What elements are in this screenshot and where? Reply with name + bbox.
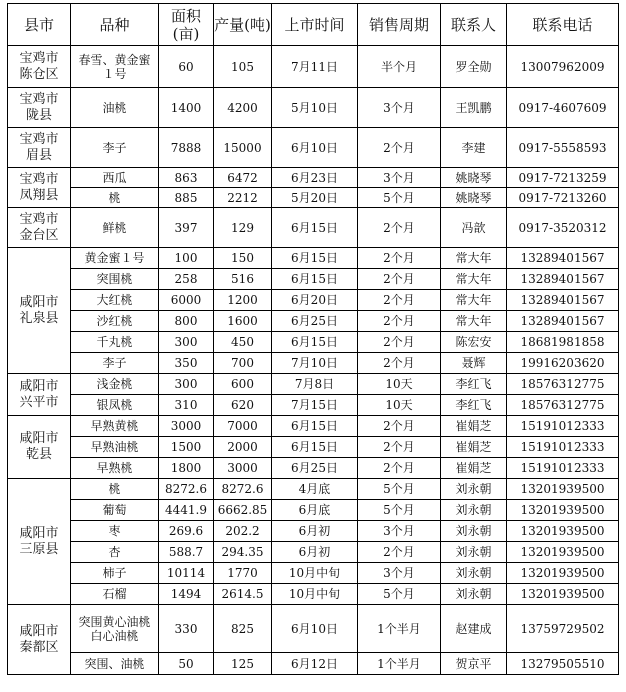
variety-cell: 千丸桃 xyxy=(71,332,159,353)
phone-cell: 13201939500 xyxy=(507,542,619,563)
area-cell: 6000 xyxy=(159,290,214,311)
contact-cell: 贺京平 xyxy=(441,653,507,675)
variety-cell: 石榴 xyxy=(71,584,159,605)
area-cell: 800 xyxy=(159,311,214,332)
header-phone: 联系电话 xyxy=(507,4,619,46)
yield-cell: 105 xyxy=(214,46,272,88)
sales-period-cell: 1个半月 xyxy=(358,653,441,675)
market-date-cell: 7月15日 xyxy=(272,395,358,416)
contact-cell: 姚晓琴 xyxy=(441,168,507,188)
county-cell: 咸阳市礼泉县 xyxy=(8,248,71,374)
yield-cell: 2212 xyxy=(214,188,272,208)
contact-cell: 崔娟芝 xyxy=(441,437,507,458)
market-date-cell: 6月23日 xyxy=(272,168,358,188)
variety-cell: 李子 xyxy=(71,128,159,168)
contact-cell: 刘永朝 xyxy=(441,563,507,584)
sales-period-cell: 1个半月 xyxy=(358,605,441,653)
sales-period-cell: 半个月 xyxy=(358,46,441,88)
area-cell: 50 xyxy=(159,653,214,675)
variety-cell: 突围桃 xyxy=(71,269,159,290)
contact-cell: 罗全勋 xyxy=(441,46,507,88)
variety-cell: 大红桃 xyxy=(71,290,159,311)
header-contact: 联系人 xyxy=(441,4,507,46)
phone-cell: 13279505510 xyxy=(507,653,619,675)
area-cell: 269.6 xyxy=(159,521,214,542)
area-cell: 863 xyxy=(159,168,214,188)
sales-period-cell: 2个月 xyxy=(358,269,441,290)
table-row xyxy=(8,128,619,168)
area-cell: 350 xyxy=(159,353,214,374)
sales-period-cell: 3个月 xyxy=(358,168,441,188)
table-row xyxy=(8,458,619,479)
area-cell: 885 xyxy=(159,188,214,208)
area-cell: 1400 xyxy=(159,88,214,128)
area-cell: 3000 xyxy=(159,416,214,437)
area-cell: 1500 xyxy=(159,437,214,458)
variety-cell: 浅金桃 xyxy=(71,374,159,395)
yield-cell: 2000 xyxy=(214,437,272,458)
area-cell: 588.7 xyxy=(159,542,214,563)
table-row xyxy=(8,88,619,128)
yield-cell: 202.2 xyxy=(214,521,272,542)
phone-cell: 15191012333 xyxy=(507,437,619,458)
header-sales-period: 销售周期 xyxy=(358,4,441,46)
phone-cell: 0917-3520312 xyxy=(507,208,619,248)
market-date-cell: 6月15日 xyxy=(272,269,358,290)
variety-cell: 早熟黄桃 xyxy=(71,416,159,437)
table-row xyxy=(8,290,619,311)
county-cell: 宝鸡市陈仓区 xyxy=(8,46,71,88)
market-date-cell: 6月15日 xyxy=(272,437,358,458)
market-date-cell: 4月底 xyxy=(272,479,358,500)
area-cell: 1494 xyxy=(159,584,214,605)
area-cell: 397 xyxy=(159,208,214,248)
sales-period-cell: 10天 xyxy=(358,395,441,416)
variety-cell: 沙红桃 xyxy=(71,311,159,332)
contact-cell: 聂辉 xyxy=(441,353,507,374)
sales-period-cell: 2个月 xyxy=(358,128,441,168)
variety-cell: 春雪、黄金蜜１号 xyxy=(71,46,159,88)
variety-cell: 桃 xyxy=(71,188,159,208)
table-row xyxy=(8,311,619,332)
sales-period-cell: 2个月 xyxy=(358,416,441,437)
market-date-cell: 6月20日 xyxy=(272,290,358,311)
county-cell: 咸阳市秦都区 xyxy=(8,605,71,675)
yield-cell: 450 xyxy=(214,332,272,353)
yield-cell: 4200 xyxy=(214,88,272,128)
table-row xyxy=(8,46,619,88)
market-date-cell: 6月初 xyxy=(272,521,358,542)
header-county: 县市 xyxy=(8,4,71,46)
phone-cell: 13201939500 xyxy=(507,479,619,500)
yield-cell: 620 xyxy=(214,395,272,416)
county-cell: 咸阳市三原县 xyxy=(8,479,71,605)
sales-period-cell: 2个月 xyxy=(358,332,441,353)
area-cell: 1800 xyxy=(159,458,214,479)
yield-cell: 6662.85 xyxy=(214,500,272,521)
market-date-cell: 6月10日 xyxy=(272,128,358,168)
market-date-cell: 6月25日 xyxy=(272,311,358,332)
market-date-cell: 6月15日 xyxy=(272,416,358,437)
yield-cell: 516 xyxy=(214,269,272,290)
area-cell: 60 xyxy=(159,46,214,88)
table-row xyxy=(8,395,619,416)
phone-cell: 13201939500 xyxy=(507,584,619,605)
market-date-cell: 10月中旬 xyxy=(272,563,358,584)
contact-cell: 王凯鹏 xyxy=(441,88,507,128)
area-cell: 8272.6 xyxy=(159,479,214,500)
phone-cell: 0917-7213259 xyxy=(507,168,619,188)
contact-cell: 李红飞 xyxy=(441,374,507,395)
table-wrapper xyxy=(7,3,619,675)
market-date-cell: 6月15日 xyxy=(272,332,358,353)
market-date-cell: 6月底 xyxy=(272,500,358,521)
phone-cell: 18681981858 xyxy=(507,332,619,353)
market-date-cell: 7月11日 xyxy=(272,46,358,88)
yield-cell: 600 xyxy=(214,374,272,395)
sales-period-cell: 5个月 xyxy=(358,584,441,605)
table-row xyxy=(8,248,619,269)
table-row xyxy=(8,521,619,542)
phone-cell: 0917-5558593 xyxy=(507,128,619,168)
contact-cell: 常大年 xyxy=(441,311,507,332)
variety-cell: 枣 xyxy=(71,521,159,542)
contact-cell: 刘永朝 xyxy=(441,479,507,500)
market-date-cell: 6月10日 xyxy=(272,605,358,653)
yield-cell: 129 xyxy=(214,208,272,248)
market-date-cell: 10月中旬 xyxy=(272,584,358,605)
yield-cell: 1600 xyxy=(214,311,272,332)
sales-period-cell: 2个月 xyxy=(358,542,441,563)
table-row xyxy=(8,416,619,437)
header-area: 面积(亩) xyxy=(159,4,214,46)
fruit-market-table xyxy=(7,3,619,675)
contact-cell: 常大年 xyxy=(441,248,507,269)
contact-cell: 常大年 xyxy=(441,269,507,290)
yield-cell: 8272.6 xyxy=(214,479,272,500)
phone-cell: 13289401567 xyxy=(507,269,619,290)
yield-cell: 2614.5 xyxy=(214,584,272,605)
yield-cell: 825 xyxy=(214,605,272,653)
market-date-cell: 6月15日 xyxy=(272,248,358,269)
area-cell: 4441.9 xyxy=(159,500,214,521)
phone-cell: 13201939500 xyxy=(507,521,619,542)
contact-cell: 姚晓琴 xyxy=(441,188,507,208)
variety-cell: 油桃 xyxy=(71,88,159,128)
contact-cell: 崔娟芝 xyxy=(441,458,507,479)
contact-cell: 李红飞 xyxy=(441,395,507,416)
contact-cell: 李建 xyxy=(441,128,507,168)
sales-period-cell: 2个月 xyxy=(358,248,441,269)
variety-cell: 葡萄 xyxy=(71,500,159,521)
header-variety: 品种 xyxy=(71,4,159,46)
table-row xyxy=(8,208,619,248)
phone-cell: 19916203620 xyxy=(507,353,619,374)
phone-cell: 13759729502 xyxy=(507,605,619,653)
county-cell: 宝鸡市凤翔县 xyxy=(8,168,71,208)
yield-cell: 294.35 xyxy=(214,542,272,563)
variety-cell: 鲜桃 xyxy=(71,208,159,248)
phone-cell: 18576312775 xyxy=(507,374,619,395)
market-date-cell: 6月12日 xyxy=(272,653,358,675)
contact-cell: 刘永朝 xyxy=(441,500,507,521)
market-date-cell: 5月10日 xyxy=(272,88,358,128)
market-date-cell: 6月15日 xyxy=(272,208,358,248)
area-cell: 100 xyxy=(159,248,214,269)
sales-period-cell: 2个月 xyxy=(358,290,441,311)
sales-period-cell: 5个月 xyxy=(358,500,441,521)
table-row xyxy=(8,437,619,458)
market-date-cell: 7月8日 xyxy=(272,374,358,395)
table-row xyxy=(8,542,619,563)
phone-cell: 0917-4607609 xyxy=(507,88,619,128)
phone-cell: 13289401567 xyxy=(507,290,619,311)
table-row xyxy=(8,605,619,653)
table-row xyxy=(8,563,619,584)
contact-cell: 赵建成 xyxy=(441,605,507,653)
market-date-cell: 6月25日 xyxy=(272,458,358,479)
contact-cell: 刘永朝 xyxy=(441,584,507,605)
yield-cell: 15000 xyxy=(214,128,272,168)
sales-period-cell: 5个月 xyxy=(358,479,441,500)
variety-cell: 银凤桃 xyxy=(71,395,159,416)
variety-cell: 桃 xyxy=(71,479,159,500)
table-row xyxy=(8,653,619,675)
table-row xyxy=(8,332,619,353)
county-cell: 咸阳市兴平市 xyxy=(8,374,71,416)
yield-cell: 1770 xyxy=(214,563,272,584)
phone-cell: 13289401567 xyxy=(507,311,619,332)
sales-period-cell: 2个月 xyxy=(358,311,441,332)
contact-cell: 常大年 xyxy=(441,290,507,311)
contact-cell: 陈宏安 xyxy=(441,332,507,353)
contact-cell: 崔娟芝 xyxy=(441,416,507,437)
area-cell: 300 xyxy=(159,332,214,353)
table-row xyxy=(8,584,619,605)
variety-cell: 突围、油桃 xyxy=(71,653,159,675)
sales-period-cell: 5个月 xyxy=(358,188,441,208)
county-cell: 宝鸡市陇县 xyxy=(8,88,71,128)
county-cell: 宝鸡市金台区 xyxy=(8,208,71,248)
area-cell: 310 xyxy=(159,395,214,416)
yield-cell: 7000 xyxy=(214,416,272,437)
sales-period-cell: 2个月 xyxy=(358,458,441,479)
table-row xyxy=(8,374,619,395)
area-cell: 7888 xyxy=(159,128,214,168)
phone-cell: 0917-7213260 xyxy=(507,188,619,208)
yield-cell: 150 xyxy=(214,248,272,269)
sales-period-cell: 2个月 xyxy=(358,437,441,458)
table-row xyxy=(8,269,619,290)
contact-cell: 刘永朝 xyxy=(441,542,507,563)
header-row xyxy=(8,4,619,46)
market-date-cell: 6月初 xyxy=(272,542,358,563)
sales-period-cell: 3个月 xyxy=(358,521,441,542)
phone-cell: 13007962009 xyxy=(507,46,619,88)
table-row xyxy=(8,353,619,374)
contact-cell: 冯歆 xyxy=(441,208,507,248)
table-row xyxy=(8,479,619,500)
header-market-date: 上市时间 xyxy=(272,4,358,46)
sales-period-cell: 3个月 xyxy=(358,563,441,584)
sales-period-cell: 3个月 xyxy=(358,88,441,128)
variety-cell: 黄金蜜１号 xyxy=(71,248,159,269)
yield-cell: 1200 xyxy=(214,290,272,311)
yield-cell: 6472 xyxy=(214,168,272,188)
phone-cell: 15191012333 xyxy=(507,416,619,437)
area-cell: 300 xyxy=(159,374,214,395)
yield-cell: 700 xyxy=(214,353,272,374)
variety-cell: 李子 xyxy=(71,353,159,374)
county-cell: 咸阳市乾县 xyxy=(8,416,71,479)
table-row xyxy=(8,168,619,188)
sales-period-cell: 2个月 xyxy=(358,208,441,248)
variety-cell: 杏 xyxy=(71,542,159,563)
contact-cell: 刘永朝 xyxy=(441,521,507,542)
variety-cell: 西瓜 xyxy=(71,168,159,188)
area-cell: 258 xyxy=(159,269,214,290)
table-row xyxy=(8,500,619,521)
market-date-cell: 5月20日 xyxy=(272,188,358,208)
variety-cell: 柿子 xyxy=(71,563,159,584)
phone-cell: 13201939500 xyxy=(507,563,619,584)
area-cell: 10114 xyxy=(159,563,214,584)
variety-cell: 突围黄心油桃白心油桃 xyxy=(71,605,159,653)
yield-cell: 3000 xyxy=(214,458,272,479)
header-yield: 产量(吨) xyxy=(214,4,272,46)
phone-cell: 15191012333 xyxy=(507,458,619,479)
variety-cell: 早熟油桃 xyxy=(71,437,159,458)
sales-period-cell: 10天 xyxy=(358,374,441,395)
sales-period-cell: 2个月 xyxy=(358,353,441,374)
county-cell: 宝鸡市眉县 xyxy=(8,128,71,168)
variety-cell: 早熟桃 xyxy=(71,458,159,479)
phone-cell: 18576312775 xyxy=(507,395,619,416)
market-date-cell: 7月10日 xyxy=(272,353,358,374)
phone-cell: 13201939500 xyxy=(507,500,619,521)
phone-cell: 13289401567 xyxy=(507,248,619,269)
table-row xyxy=(8,188,619,208)
yield-cell: 125 xyxy=(214,653,272,675)
area-cell: 330 xyxy=(159,605,214,653)
